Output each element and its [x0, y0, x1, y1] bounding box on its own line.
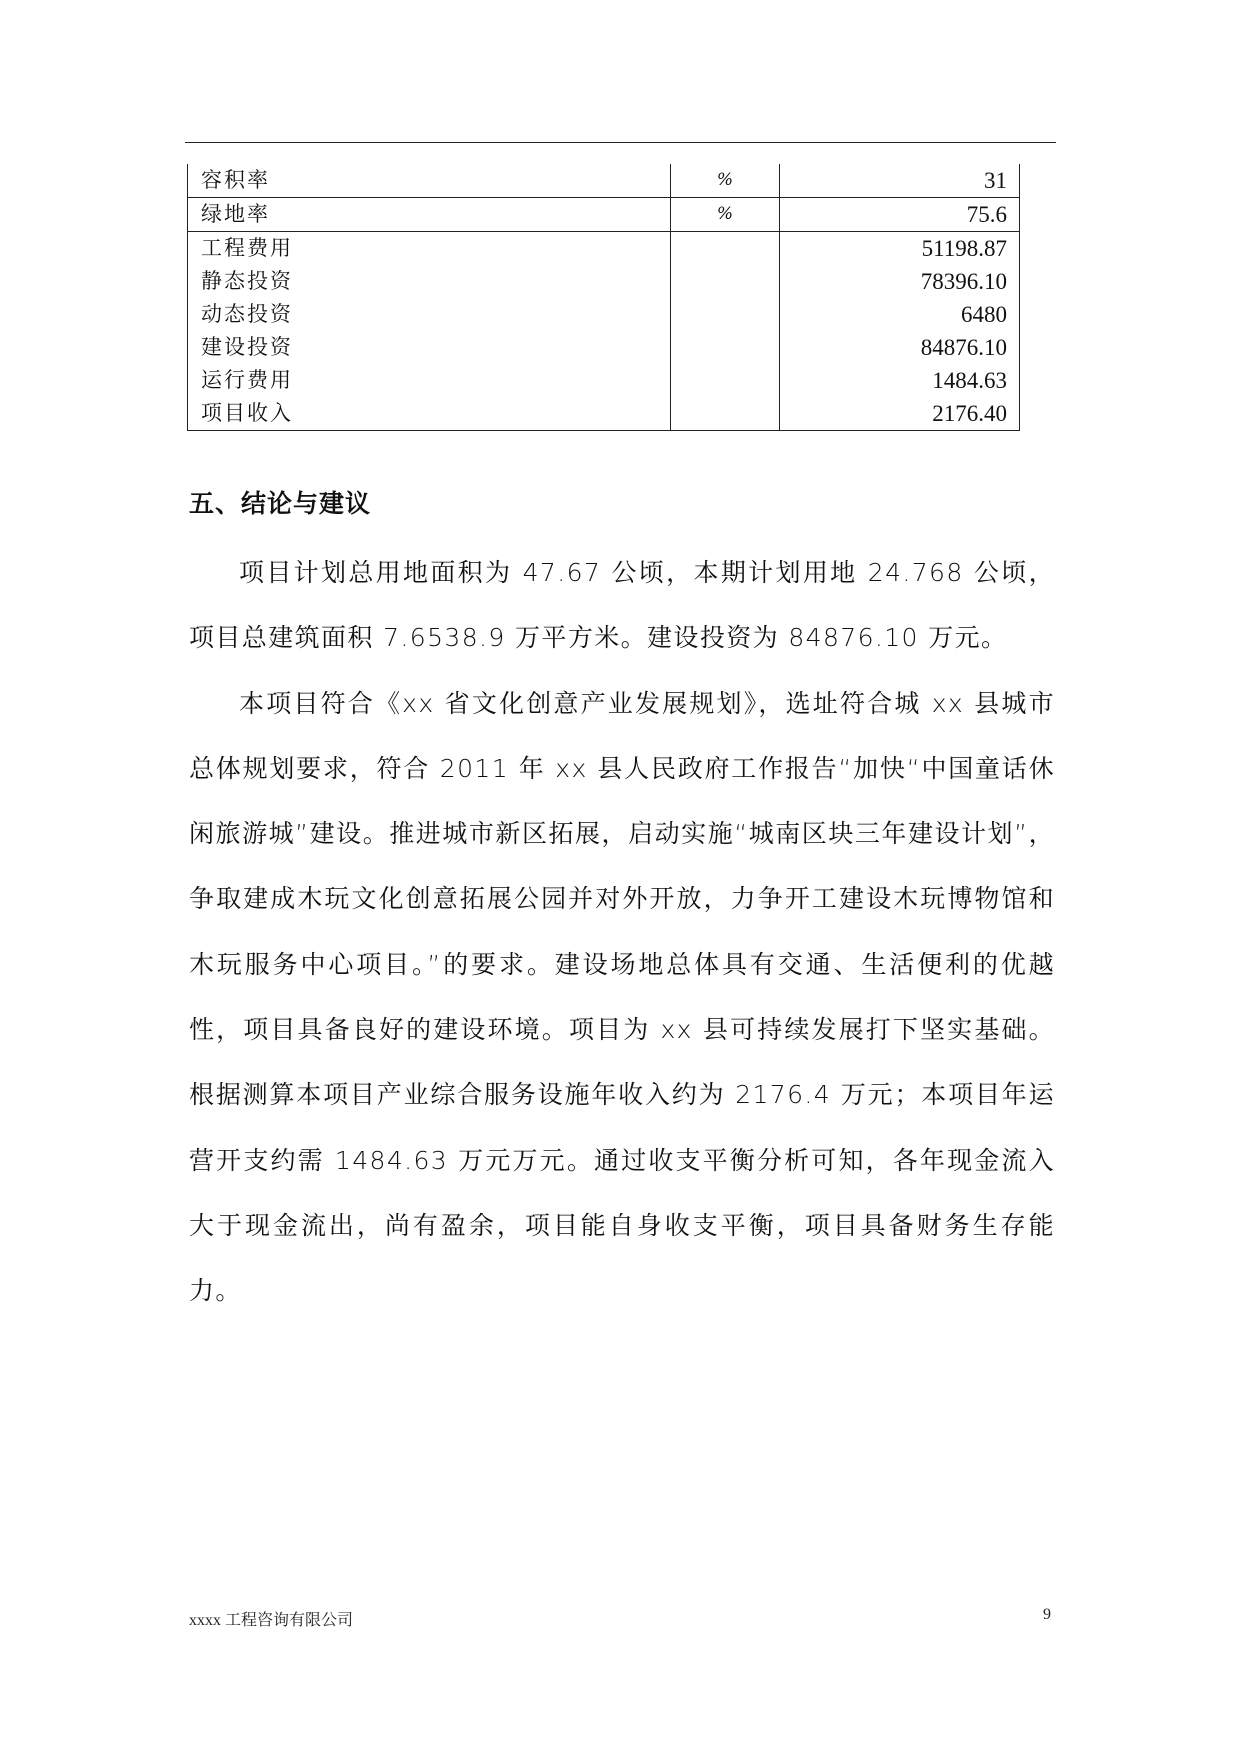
unit-cell: % [671, 198, 780, 232]
table-row [188, 164, 1020, 198]
footer-company: xxxx 工程咨询有限公司 [189, 1612, 354, 1629]
table-row [188, 232, 1020, 266]
table-row [188, 397, 1020, 431]
table-row [188, 198, 1020, 232]
value-cell: 6480 [780, 298, 1020, 331]
item-name-cell: 绿地率 [188, 198, 671, 232]
page-number: 9 [1043, 1606, 1051, 1623]
unit-cell [671, 232, 780, 266]
unit-cell: % [671, 164, 780, 198]
value-cell: 1484.63 [780, 364, 1020, 397]
value-cell: 51198.87 [780, 232, 1020, 266]
parameters-table [187, 164, 1020, 431]
value-cell: 31 [780, 164, 1020, 198]
value-cell: 78396.10 [780, 265, 1020, 298]
table-row [188, 265, 1020, 298]
item-name-cell: 运行费用 [188, 364, 671, 397]
unit-cell [671, 265, 780, 298]
value-cell: 75.6 [780, 198, 1020, 232]
item-name-cell: 项目收入 [188, 397, 671, 431]
item-name-cell: 静态投资 [188, 265, 671, 298]
section-heading: 五、结论与建议 [189, 489, 372, 518]
value-cell: 2176.40 [780, 397, 1020, 431]
unit-cell [671, 397, 780, 431]
body-paragraph: 本项目符合《xx 省文化创意产业发展规划》，选址符合城 xx 县城市总体规划要求，符合 2011 年 xx 县人民政府工作报告“加快“中国童话休闲旅游城”建设。推进城市新区拓展，启动实施“城南区块三年建设计划”，争取建成木玩文化创意拓展公园并对外开放，力争开工建设木玩博物馆和木玩服务中心项目。”的要求。建设场地总体具有交通、生活便利的优越性，项目具备良好的建设环境。项目为 xx 县可持续发展打下坚实基础。根据测算本项目产业综合服务设施年收入约为 2176.4 万元；本项目年运营开支约需 1484.63 万元万元。通过收支平衡分析可知，各年现金流入大于现金流出，尚有盈余，项目能自身收支平衡，项目具备财务生存能力。 [189, 688, 1055, 1306]
item-name-cell: 动态投资 [188, 298, 671, 331]
header-rule [185, 142, 1056, 143]
value-cell: 84876.10 [780, 331, 1020, 364]
unit-cell [671, 364, 780, 397]
table-row [188, 298, 1020, 331]
item-name-cell: 容积率 [188, 164, 671, 198]
unit-cell [671, 331, 780, 364]
unit-cell [671, 298, 780, 331]
body-paragraph: 项目计划总用地面积为 47.67 公顷，本期计划用地 24.768 公顷，项目总建筑面积 7.6538.9 万平方米。建设投资为 84876.10 万元。 [189, 558, 1055, 653]
table-row [188, 364, 1020, 397]
item-name-cell: 工程费用 [188, 232, 671, 266]
item-name-cell: 建设投资 [188, 331, 671, 364]
section-body [189, 540, 1055, 1324]
table-row [188, 331, 1020, 364]
